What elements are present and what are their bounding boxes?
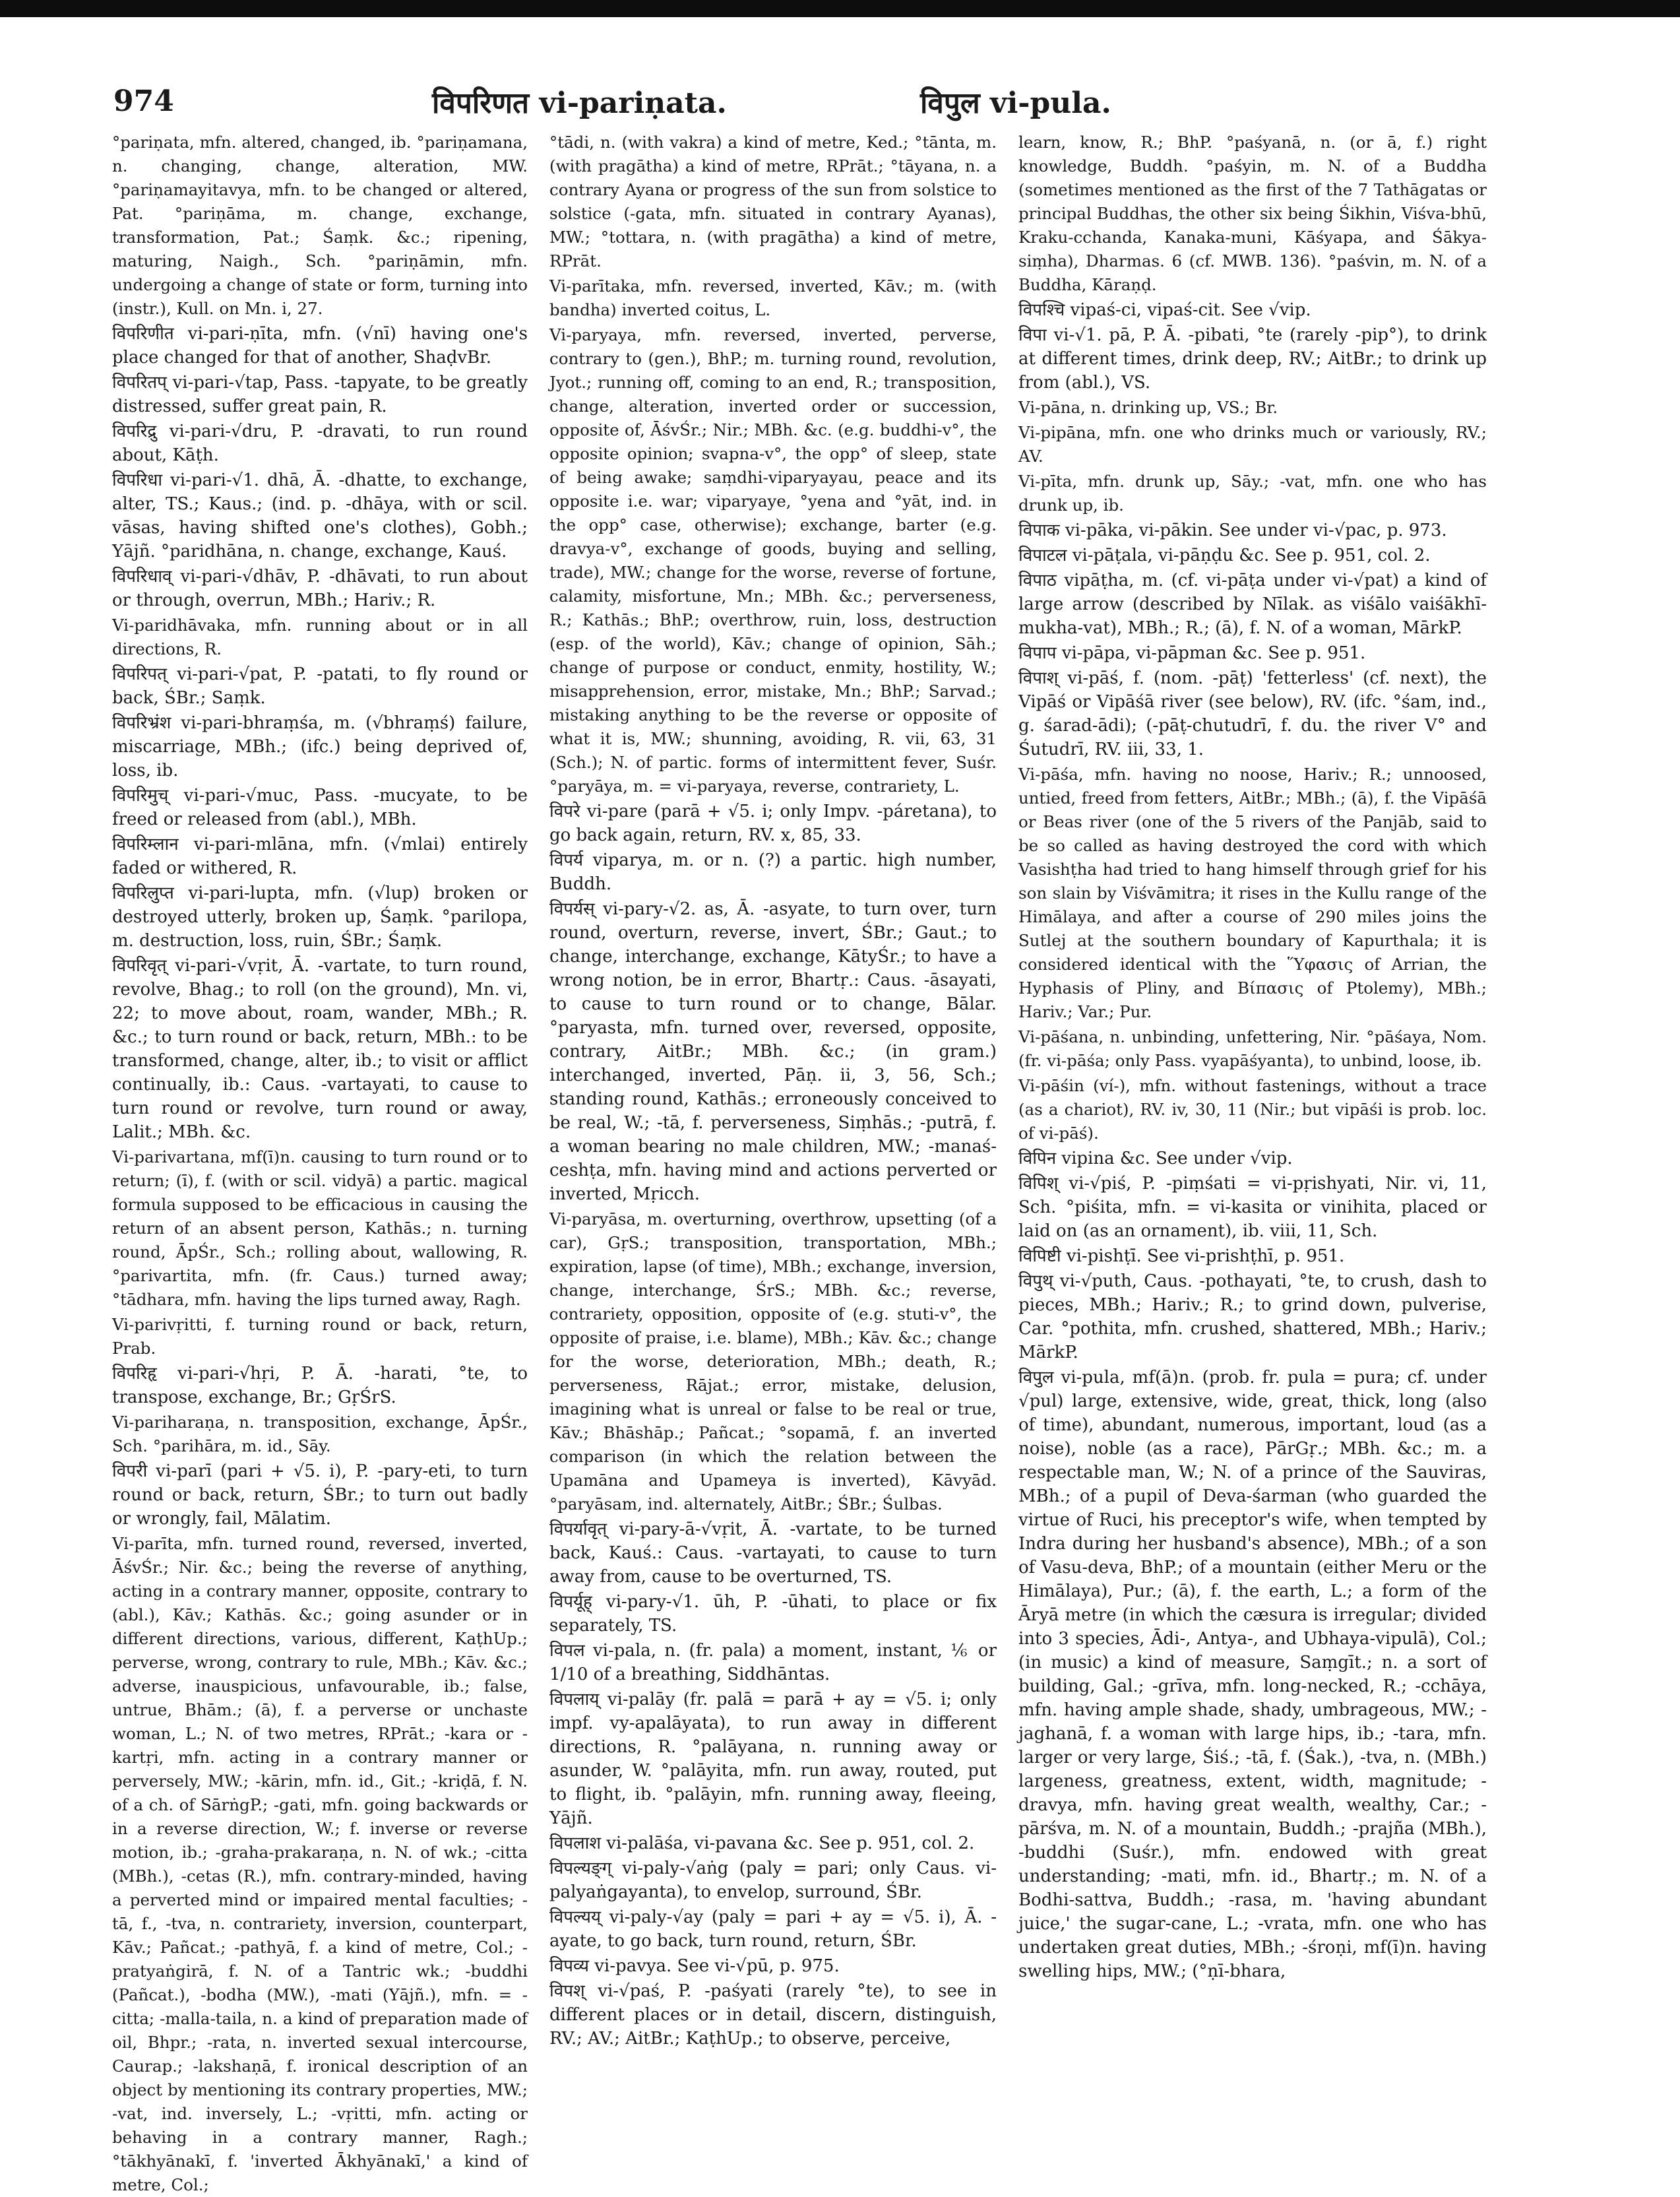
sub-entry: Vi-paryaya, mfn. reversed, inverted, perverse, contrary to (gen.), BhP.; m. turning round, revolution, Jyot.; running off, coming to an end, R.; transposition, change, alteration, inverted order or succession, opposite of, ĀśvŚr.; Nir.; MBh. &c. (e.g. buddhi-v°, the opposite opinion; svapna-v°, the opp° of sleep, state of being awake; saṃdhi-viparyayau, peace and its opposite i.e. war; viparyaye, °yena and °yāt, ind. in the opp° case, otherwise); exchange, barter (e.g. dravya-v°, exchange of goods, buying and selling, trade), MW.; change for the worse, reverse of fortune, calamity, misfortune, Mn.; MBh. &c.; perverseness, R.; Kathās.; BhP.; overthrow, ruin, loss, destruction (esp. of the world), Kāv.; change of opinion, Sāh.; change of purpose or conduct, enmity, hostility, W.; misapprehension, error, mistake, Mn.; BhP.; Sarvad.; mistaking anything to be the reverse or opposite of what it is, MW.; shunning, avoiding, R. vii, 63, 31 (Sch.); N. of partic. forms of intermittent fever, Suśr. °paryāya, m. = vi-paryaya, reverse, contrariety, L. [549,325,997,796]
headword-entry: विपरिणीत vi-pari-ṇīta, mfn. (√nī) having one's place changed for that of another, ShaḍvBr. [112,324,528,367]
sub-entry: Vi-paryāsa, m. overturning, overthrow, upsetting (of a car), GṛS.; transposition, transportation, MBh.; expiration, lapse (of time), MBh.; exchange, inversion, change, interchange, ŚrS.; MBh. &c.; reverse, contrariety, opposition, opposite of (e.g. stuti-v°, the opposite of praise, i.e. blame), MBh.; Kāv. &c.; change for the worse, deterioration, MBh.; death, R.; perverseness, Rājat.; error, mistake, delusion, imagining what is unreal or false to be real or true, Kāv.; Bhāshāp.; Pañcat.; °sopamā, f. an inverted comparison (in which the relation between the Upamāna and Upameya is inverted), Kāvyād. °paryāsam, ind. alternately, AitBr.; ŚBr.; Śulbas. [549,1209,997,1513]
right-guide-word: विपुल vi-pula. [920,86,1111,120]
scan-top-border [0,0,1680,17]
sub-entry: Vi-pāna, n. drinking up, VS.; Br. [1018,398,1278,417]
sub-entry: Vi-pāśa, mfn. having no noose, Hariv.; R.; unnoosed, untied, freed from fetters, AitBr.; MBh.; (ā), f. the Vipāśā or Beas river (one of the 5 rivers of the Panjāb, said to be so called as having destroyed the cord with which Vasishṭha had tried to hang himself through grief for his son slain by Viśvāmitra; it rises in the Kullu range of the Himālaya, and after a course of 290 miles joins the Sutlej at the southern boundary of Kapurthala; it is considered identical with the Ὕφασις of Arrian, the Hyphasis of Pliny, and Βίπασις of Ptolemy), MBh.; Hariv.; Var.; Pur. [1018,765,1487,1021]
headword-entry: विपिश् vi-√piś, P. -piṃśati = vi-pṛishyati, Nir. vi, 11, Sch. °piśita, mfn. = vi-kasita or vinihita, placed or laid on (as an ornament), ib. viii, 11, Sch. [1018,1174,1487,1241]
sub-entry: Vi-parivartana, mf(ī)n. causing to turn round or to return; (ī), f. (with or scil. vidyā) a partic. magical formula supposed to be efficacious in causing the return of an absent person, Kathās.; n. turning round, ĀpŚr., Sch.; rolling about, wallowing, R. °parivartita, mfn. (fr. Caus.) turned away; °tādhara, mfn. having the lips turned away, Ragh. [112,1147,528,1309]
headword-entry: विपरिधा vi-pari-√1. dhā, Ā. -dhatte, to exchange, alter, TS.; Kaus.; (ind. p. -dhāya, with or scil. vāsas, having shifted one's clothes), Gobh.; Yājñ. °paridhāna, n. change, exchange, Kauś. [112,470,528,561]
headword-entry: विपरिमुच् vi-pari-√muc, Pass. -mucyate, to be freed or released from (abl.), MBh. [112,786,528,829]
page-number: 974 [113,84,174,118]
headword-entry: विपाक vi-pāka, vi-pākin. See under vi-√pac, p. 973. [1018,521,1447,540]
sub-entry: °tādi, n. (with vakra) a kind of metre, Ked.; °tānta, m. (with pragātha) a kind of metre, RPrāt.; °tāyana, n. a contrary Ayana or progress of the sun from solstice to solstice (-gata, mfn. situated in contrary Ayanas), MW.; °tottara, n. (with pragātha) a kind of metre, RPrāt. [549,133,997,271]
sub-entry: Vi-pāśana, n. unbinding, unfettering, Nir. °pāśaya, Nom. (fr. vi-pāśa; only Pass. vyapāśyanta), to unbind, loose, ib. [1018,1027,1487,1070]
headword-entry: विपरे vi-pare (parā + √5. i; only Impv. -páretana), to go back again, return, RV. x, 85, 33. [549,802,997,845]
headword-entry: विपुल vi-pula, mf(ā)n. (prob. fr. pula = pura; cf. under √pul) large, extensive, wide, great, thick, long (also of time), abundant, numerous, important, loud (as a noise), noble (as a race), PārGṛ.; MBh. &c.; m. a respectable man, W.; N. of a prince of the Sauviras, MBh.; of a pupil of Deva-śarman (who guarded the virtue of Ruci, his preceptor's wife, when tempted by Indra during her husband's absence), MBh.; of a son of Vasu-deva, BhP.; of a mountain (either Meru or the Himālaya), Pur.; (ā), f. the earth, L.; a form of the Āryā metre (in which the cæsura is irregular; divided into 3 species, Ādi-, Antya-, and Ubhaya-vipulā), Col.; (in music) a kind of measure, Saṃgīt.; n. a sort of building, Gal.; -grīva, mfn. long-necked, R.; -cchāya, mfn. having ample shade, shady, umbrageous, MW.; -jaghanā, f. a woman with large hips, ib.; -tara, mfn. larger or very large, Śiś.; -tā, f. (Śak.), -tva, n. (MBh.) largeness, greatness, extent, width, magnitude; -dravya, mfn. having great wealth, wealthy, Car.; -pārśva, m. N. of a mountain, Buddh.; -prajña (MBh.), -buddhi (Suśr.), mfn. endowed with great understanding; -mati, mfn. id., Bhartṛ.; m. N. of a Bodhi-sattva, Buddh.; -rasa, m. 'having abundant juice,' the sugar-cane, L.; -vrata, mfn. one who has undertaken great duties, MBh.; -śroṇi, mf(ī)n. having swelling hips, MW.; (°ṇī-bhara, [1018,1368,1487,1981]
sub-entry: Vi-paridhāvaka, mfn. running about or in all directions, R. [112,616,528,658]
headword-entry: विपाश् vi-pāś, f. (nom. -pāṭ) 'fetterless' (cf. next), the Vipāś or Vipāśā river (see below), RV. (ifc. °śam, ind., g. śarad-ādi); (-pāṭ-chutudrī, f. du. the river V° and Śutudrī, RV. iii, 33, 1. [1018,668,1487,759]
column-2 [549,131,997,2156]
sub-entry: Vi-pīta, mfn. drunk up, Sāy.; -vat, mfn. one who has drunk up, ib. [1018,472,1487,515]
headword-entry: विपुथ् vi-√puth, Caus. -pothayati, °te, to crush, dash to pieces, MBh.; Hariv.; R.; to grind down, pulverise, Car. °pothita, mfn. crushed, shattered, MBh.; Hariv.; MārkP. [1018,1271,1487,1362]
column-1 [112,131,528,2194]
sub-entry: Vi-parīta, mfn. turned round, reversed, inverted, ĀśvŚr.; Nir. &c.; being the reverse of anything, acting in a contrary manner, opposite, contrary to (abl.), Kāv.; Kathās. &c.; going asunder or in different directions, various, different, KaṭhUp.; perverse, wrong, contrary to rule, MBh.; Kāv. &c.; adverse, inauspicious, unfavourable, ib.; false, untrue, Bhām.; (ā), f. a perverse or unchaste woman, L.; N. of two metres, RPrāt.; -kara or -kartṛi, mfn. acting in a contrary manner or perversely, MW.; -kārin, mfn. id., Git.; -kriḍā, f. N. of a ch. of SārṅgP.; -gati, mfn. going backwards or in a reverse direction, W.; f. inverse or reverse motion, ib.; -graha-prakaraṇa, n. N. of wk.; -citta (MBh.), -cetas (R.), mfn. contrary-minded, having a perverted mind or impaired mental faculties; -tā, f., -tva, n. contrariety, inversion, counterpart, Kāv.; Pañcat.; -pathyā, f. a kind of metre, Col.; -pratyaṅgirā, f. N. of a Tantric wk.; -buddhi (Pañcat.), -bodha (MW.), -mati (Yājñ.), mfn. = -citta; -malla-taila, n. a kind of preparation made of oil, Bhpr.; -rata, n. inverted sexual intercourse, Caurap.; -lakshaṇā, f. ironical description of an object by mentioning its contrary properties, MW.; -vat, ind. inversely, L.; -vṛitti, mfn. acting or behaving in a contrary manner, Ragh.; °tākhyānakī, f. 'inverted Ākhyānakī,' a kind of metre, Col.; [112,1534,528,2194]
page-header [0,78,1680,137]
headword-entry: विपव्य vi-pavya. See vi-√pū, p. 975. [549,1956,840,1976]
sub-entry: Vi-pāśin (ví-), mfn. without fastenings, without a trace (as a chariot), RV. iv, 30, 11 (Nir.; but vipāśi is prob. loc. of vi-pāś). [1018,1076,1487,1143]
sub-entry: Vi-pipāna, mfn. one who drinks much or variously, RV.; AV. [1018,423,1487,466]
headword-entry: विपा vi-√1. pā, P. Ā. -pibati, °te (rarely -pip°), to drink at different times, drink deep, RV.; AitBr.; to drink up from (abl.), VS. [1018,325,1487,393]
headword-entry: विपिन vipina &c. See under √vip. [1018,1149,1293,1168]
sub-entry: Vi-pariharaṇa, n. transposition, exchange, ĀpŚr., Sch. °parihāra, m. id., Sāy. [112,1413,528,1455]
column-3 [1018,131,1487,2156]
headword-entry: विपरी vi-parī (pari + √5. i), P. -pary-eti, to turn round or back, return, ŚBr.; to turn out badly or wrongly, fail, Mālatim. [112,1461,528,1529]
headword-entry: विपरिलुप्त vi-pari-lupta, mfn. (√lup) broken or destroyed utterly, broken up, Śaṃk. °parilopa, m. destruction, loss, ruin, ŚBr.; Śaṃk. [112,883,528,951]
headword-entry: विपरिम्लान vi-pari-mlāna, mfn. (√mlai) entirely faded or withered, R. [112,835,528,878]
headword-entry: विपाटल vi-pāṭala, vi-pāṇḍu &c. See p. 951, col. 2. [1018,546,1431,565]
sub-entry: learn, know, R.; BhP. °paśyanā, n. (or ā, f.) right knowledge, Buddh. °paśyin, m. N. of a Buddha (sometimes mentioned as the first of the 7 Tathāgatas or principal Buddhas, the other six being Śikhin, Viśva-bhū, Kraku-cchanda, Kanaka-muni, Kāśyapa, and Śākya-siṃha), Dharmas. 6 (cf. MWB. 136). °paśvin, m. N. of a Buddha, Kāraṇḍ. [1018,133,1487,294]
headword-entry: विपल vi-pala, n. (fr. pala) a moment, instant, ⅙ or 1/10 of a breathing, Siddhāntas. [549,1641,997,1684]
sub-entry: Vi-parītaka, mfn. reversed, inverted, Kāv.; m. (with bandha) inverted coitus, L. [549,276,997,319]
headword-entry: विपलाय् vi-palāy (fr. palā = parā + ay = √5. i; only impf. vy-apalāyata), to run away in different directions, R. °palāyana, n. running away or asunder, W. °palāyita, mfn. run away, routed, put to flight, ib. °palāyin, mfn. running away, fleeing, Yājñ. [549,1690,997,1828]
headword-entry: विपरिपत् vi-pari-√pat, P. -patati, to fly round or back, ŚBr.; Saṃk. [112,664,528,708]
headword-entry: विपल्यय् vi-paly-√ay (paly = pari + ay = √5. i), Ā. -ayate, to go back, turn round, return, ŚBr. [549,1907,997,1951]
headword-entry: विपरिधाव् vi-pari-√dhāv, P. -dhāvati, to run about or through, overrun, MBh.; Hariv.; R. [112,567,528,610]
left-guide-word: विपरिणत vi-pariṇata. [432,86,727,120]
headword-entry: विपश्चि vipaś-ci, vipaś-cit. See √vip. [1018,300,1311,320]
headword-entry: विपरिहृ vi-pari-√hṛi, P. Ā. -harati, °te, to transpose, exchange, Br.; GṛŚrS. [112,1364,528,1407]
headword-entry: विपरिद्रु vi-pari-√dru, P. -dravati, to run round about, Kāṭh. [112,422,528,465]
sub-entry: Vi-parivṛitti, f. turning round or back, return, Prab. [112,1315,528,1358]
headword-entry: विपरिवृत् vi-pari-√vṛit, Ā. -vartate, to turn round, revolve, Bhag.; to roll (on the ground), Mn. vi, 22; to move about, roam, wander, MBh.; R. &c.; to turn round or back, return, MBh.: to be transformed, change, alter, ib.; to visit or afflict continually, ib.: Caus. -vartayati, to cause to turn round or revolve, turn round or away, Lalit.; MBh. &c. [112,956,528,1142]
headword-entry: विपर्यस् vi-pary-√2. as, Ā. -asyate, to turn over, turn round, overturn, reverse, invert, ŚBr.; Gaut.; to change, interchange, exchange, KātyŚr.; to have a wrong notion, be in error, Bhartṛ.: Caus. -āsayati, to cause to turn round or to change, Bālar. °paryasta, mfn. turned over, reversed, opposite, contrary, AitBr.; MBh. &c.; (in gram.) interchanged, inverted, Pāṇ. ii, 3, 56, Sch.; standing round, Kathās.; erroneously conceived to be real, W.; -tā, f. perverseness, Siṃhās.; -putrā, f. a woman bearing no male children, MW.; -manaś-ceshṭa, mfn. having mind and actions perverted or inverted, Mṛicch. [549,899,997,1204]
headword-entry: विपरिभ्रंश vi-pari-bhraṃśa, m. (√bhraṃś) failure, miscarriage, MBh.; (ifc.) being deprived of, loss, ib. [112,713,528,780]
headword-entry: विपिष्टी vi-pishṭī. See vi-prishṭhī, p. 951. [1018,1246,1345,1266]
headword-entry: विपर्य viparya, m. or n. (?) a partic. high number, Buddh. [549,850,997,894]
headword-entry: विपर्यावृत् vi-pary-ā-√vṛit, Ā. -vartate, to be turned back, Kauś.: Caus. -vartayati, to cause to turn away from, cause to be overturned, TS. [549,1519,997,1587]
headword-entry: विपल्यङ्ग् vi-paly-√aṅg (paly = pari; only Caus. vi-palyaṅgayanta), to envelop, surround, ŚBr. [549,1859,997,1902]
headword-entry: विपाप vi-pāpa, vi-pāpman &c. See p. 951. [1018,643,1366,663]
headword-entry: विपर्यूह् vi-pary-√1. ūh, P. -ūhati, to place or fix separately, TS. [549,1592,997,1636]
headword-entry: विपाठ vipāṭha, m. (cf. vi-pāṭa under vi-√pat) a kind of large arrow (described by Nīlak. as viśālo vaiśākhī-mukha-vat), MBh.; R.; (ā), f. N. of a woman, MārkP. [1018,571,1487,638]
headword-entry: विपरितप् vi-pari-√tap, Pass. -tapyate, to be greatly distressed, suffer great pain, R. [112,373,528,416]
headword-entry: विपलाश vi-palāśa, vi-pavana &c. See p. 951, col. 2. [549,1833,975,1853]
headword-entry: विपश् vi-√paś, P. -paśyati (rarely °te), to see in different places or in detail, discern, distinguish, RV.; AV.; AitBr.; KaṭhUp.; to observe, perceive, [549,1981,997,2049]
sub-entry: °pariṇata, mfn. altered, changed, ib. °pariṇamana, n. changing, change, alteration, MW. °pariṇamayitavya, mfn. to be changed or altered, Pat. °pariṇāma, m. change, exchange, transformation, Pat.; Śaṃk. &c.; ripening, maturing, Naigh., Sch. °pariṇāmin, mfn. undergoing a change of state or form, turning into (instr.), Kull. on Mn. i, 27. [112,133,528,318]
